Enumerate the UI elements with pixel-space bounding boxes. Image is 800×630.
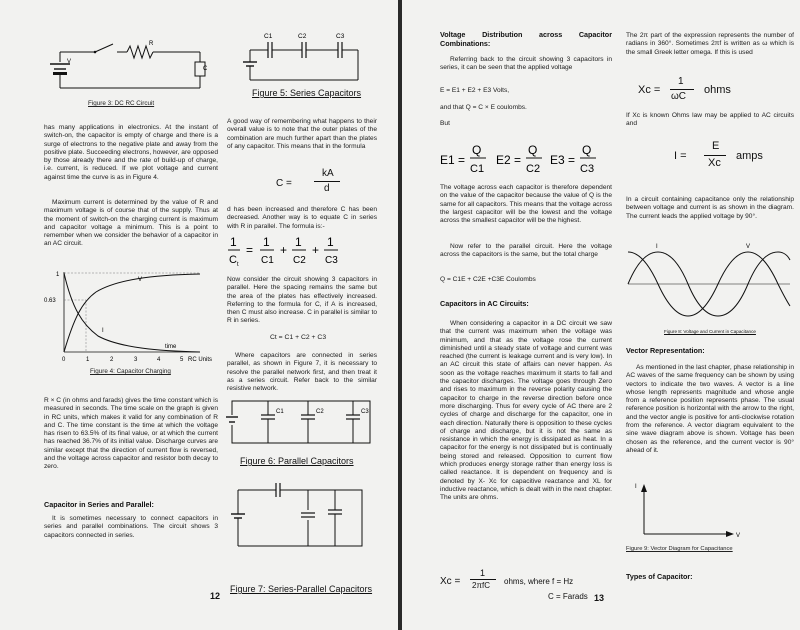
- xc-den: 2πfC: [472, 581, 490, 590]
- i-unit: amps: [736, 150, 763, 162]
- eq-voltage-per-capacitor: [440, 140, 612, 180]
- fig4-v-label: V: [138, 277, 143, 283]
- svg-text:=: =: [568, 153, 576, 167]
- figure-9-vector-diagram: [632, 482, 752, 542]
- formula-capacitance: [276, 168, 366, 200]
- right-col1-paragraph-2: The voltage across each capacitor is therefore dependent on the value of the capacitor because the value of Q is the same for all capacitors. This means that the voltage across the largest capacitor will be the lowest and the voltage across the smallest capacitor will be the highest.: [440, 184, 612, 225]
- heading-series-parallel: Capacitor in Series and Parallel:: [44, 500, 154, 509]
- fig6-c2-label: C2: [316, 409, 324, 415]
- fig4-x-tick: 1: [86, 357, 90, 363]
- xc-num: 1: [480, 568, 486, 578]
- eq-current: [674, 140, 794, 180]
- figure-8-voltage-current-waves: [622, 240, 794, 326]
- omega-unit: ohms: [704, 84, 731, 96]
- right-col1-paragraph-1: Referring back to the circuit showing 3 capacitors in series, it can be seen that the applied voltage: [440, 56, 612, 72]
- fig6-c1-label: C1: [276, 409, 284, 415]
- eq-q-3: Q: [582, 143, 592, 157]
- eq-charge: and that Q = C × E coulombs.: [440, 104, 527, 111]
- figure-8-caption: Figure 8: Voltage and Current in Capacitance: [664, 329, 756, 334]
- fig4-x-unit: RC Units: [188, 357, 213, 363]
- fig5-c3-label: C3: [336, 33, 345, 40]
- page-number-left: 12: [210, 591, 221, 601]
- fig4-y-top: 1: [56, 272, 60, 278]
- i-den: Xc: [708, 157, 721, 169]
- heading-types-of-capacitor: Types of Capacitor:: [626, 572, 693, 581]
- formula-c-den: d: [324, 183, 330, 194]
- omega-num: 1: [678, 76, 684, 87]
- fig4-time-label: time: [165, 344, 177, 350]
- i-num: E: [712, 140, 720, 152]
- figure-5-series-capacitors: [240, 32, 370, 87]
- eq-q-2: Q: [528, 143, 538, 157]
- fig5-c1-label: C1: [264, 33, 273, 40]
- left-col1-paragraph-3: R × C (in ohms and farads) gives the time constant which is measured in seconds. The time scale on the graph is given in RC units, which makes it valid for any combination of R and C. The time constant is the time at which the voltage has risen to 63.5% of its final value, or at which the current has reached 36.7% of its initial value. Discharge curves are similar except that the direction of current flow is reversed, and the voltage across capacitor and resistor both decay to zero.: [44, 397, 218, 471]
- fig4-i-label: I: [102, 328, 104, 334]
- left-col2-paragraph-3: Now consider the circuit showing 3 capacitors in parallel. Here the spacing remains the same but the area of the plates has effectively increased. Referring to the formula for C, if A is increased, then C must also increase. C in parallel is similar to R in series.: [227, 276, 377, 325]
- series-term-3: C3: [325, 255, 338, 266]
- xc-lhs: Xc =: [440, 576, 461, 587]
- figure-7-caption: Figure 7: Series-Parallel Capacitors: [230, 584, 373, 594]
- figure-6-parallel-capacitors: [228, 395, 378, 451]
- page-number-right: 13: [594, 593, 605, 603]
- right-col2-paragraph-1: The 2π part of the expression represents the number of radians in 360°. Sometimes 2πf is written as ω which is the small Greek letter omega. If this is used: [626, 32, 794, 56]
- series-lhs-sub: t: [237, 262, 239, 268]
- svg-text:+: +: [312, 243, 320, 257]
- fig4-y-mid: 0.63: [44, 298, 56, 304]
- figure-5-caption: Figure 5: Series Capacitors: [252, 88, 362, 98]
- fig4-x-tick: 5: [180, 357, 184, 363]
- right-col2-paragraph-4: As mentioned in the last chapter, phase relationship in AC waves of the same frequency can be shown by using vectors to indicate the two waves. A vector is a line whose length represents magnitude and whose angle from a reference position represents phase. The usual reference position is horizontal with the arrow to the right, and the vector angle is positive for anti-clockwise rotation from the reference. A vector diagram equivalent to the sine wave diagram above is shown. Voltage has been chosen as the reference, and the current vector is 90° ahead of it.: [626, 364, 794, 454]
- right-col1-paragraph-4: When considering a capacitor in a DC circuit we saw that the current was maximum when the voltage was minimum, and that as the voltage rose the current diminished until a steady state of voltage and current was reached (the current is leakage current and is very low). In an AC circuit this state of affairs can never happen. As soon as the voltage reaches maximum it starts to fall and the capacitor discharges. The voltage goes through Zero and rises to maximum in the reverse polarity causing the capacitor to charge in the reverse direction before once more discharging. Thus for every cycle of AC there are 2 cycles of charge and discharge for the capacitor, one in each direction. Naturally there is opposition to these cycles of charge and discharge, but it is not the same as resistance in which the energy is dissipated as heat. In a capacitor for the energy is not dissipated but is continually being stored and released. Opposition to current flow which produces energy storage rather than energy loss is called reactance. It is dependent on frequency and is denoted by X- Xc for capacitive reactance and XL for inductive reactance, which is dealt with in the next chapter. The units are ohms.: [440, 320, 612, 502]
- fig9-v-label: V: [736, 533, 741, 539]
- figure-6-caption: Figure 6: Parallel Capacitors: [240, 456, 354, 466]
- right-col1-paragraph-3: Now refer to the parallel circuit. Here the voltage across the capacitors is the same, but the total charge: [440, 243, 612, 259]
- formula-series: [228, 232, 378, 268]
- eq-c2: C2: [526, 163, 541, 175]
- eq-reactance: [440, 568, 612, 608]
- left-col1-paragraph-2: Maximum current is determined by the value of R and maximum voltage is of course that of the supply. Thus at the moment of switch-on the charging current is maximum and capacitor voltage a minimum. This is a point to remember when we consider the behavior of a capacitor in an AC circuit.: [44, 199, 218, 248]
- eq-e1: E1: [440, 153, 455, 167]
- formula-c-num: kA: [322, 168, 334, 179]
- figure-4-capacitor-charging: [40, 268, 220, 368]
- fig8-v-label: V: [746, 244, 751, 250]
- fig4-x-tick: 2: [110, 357, 114, 363]
- svg-text:1: 1: [263, 235, 270, 249]
- omega-den: ωC: [671, 91, 687, 102]
- heading-vector-representation: Vector Representation:: [626, 346, 705, 355]
- svg-text:1: 1: [230, 235, 237, 249]
- fig3-v-label: V: [67, 59, 72, 65]
- left-col2-paragraph-2: d has been increased and therefore C has been decreased. Another way is to equate C in series with R in parallel. The formula is:-: [227, 206, 377, 230]
- formula-parallel: Ct = C1 + C2 + C3: [270, 334, 327, 341]
- left-col1-paragraph-1: has many applications in electronics. At the instant of switch-on, the capacitor is empty of charge and there is a surge of electrons to the negative plate and away from the positive plate. Succeeding electrons, however, are opposed by those already there and the rate of build-up of charge, i.e. current, is reduced. If we plot voltage and current against time the curve is as in Figure 4.: [44, 124, 218, 181]
- right-col2-paragraph-3: In a circuit containing capacitance only the relationship between voltage and current is as shown in the diagram. The current leads the applied voltage by 90°.: [626, 196, 794, 220]
- heading-voltage-distribution: Voltage Distribution across Capacitor Combinations:: [440, 30, 612, 48]
- fig4-x-tick: 4: [157, 357, 161, 363]
- fig4-x-tick: 0: [62, 357, 66, 363]
- svg-text:1: 1: [295, 235, 302, 249]
- eq-c1: C1: [470, 163, 485, 175]
- left-col1-paragraph-4: It is sometimes necessary to connect capacitors in series and parallel combinations. The circuit shows 3 capacitors connected in series.: [44, 515, 218, 539]
- svg-text:=: =: [458, 153, 466, 167]
- omega-lhs: Xc =: [638, 84, 661, 96]
- fig6-c3-label: C3: [361, 409, 369, 415]
- right-page: [402, 0, 800, 630]
- svg-text:=: =: [514, 153, 522, 167]
- left-page: [0, 0, 398, 630]
- eq-c3: C3: [580, 163, 595, 175]
- fig3-r-label: R: [149, 41, 154, 47]
- fig8-i-label: I: [656, 244, 658, 250]
- figure-3-caption: Figure 3: DC RC Circuit: [88, 100, 155, 107]
- fig4-x-tick: 3: [134, 357, 138, 363]
- fig5-c2-label: C2: [298, 33, 307, 40]
- figure-4-caption: Figure 4: Capacitor Charging: [90, 368, 171, 375]
- figure-9-caption: Figure 9: Vector Diagram for Capacitance: [626, 546, 733, 552]
- left-col2-paragraph-1: A good way of remembering what happens to their overall value is to note that the outer plates of the combination are much further apart than the plates of any capacitor. This means that in the formula: [227, 118, 377, 150]
- xc-rest: ohms, where f = Hz: [504, 577, 574, 586]
- eq-e3: E3: [550, 153, 565, 167]
- text-but: But: [440, 120, 450, 127]
- eq-q-1: Q: [472, 143, 482, 157]
- svg-text:C: C: [229, 254, 237, 266]
- figure-3-dc-rc-circuit: [45, 40, 215, 95]
- xc-farads: C = Farads: [548, 592, 588, 601]
- figure-7-series-parallel-capacitors: [228, 480, 378, 556]
- series-term-2: C2: [293, 255, 306, 266]
- svg-text:1: 1: [327, 235, 334, 249]
- series-term-1: C1: [261, 255, 274, 266]
- left-col2-paragraph-4: Where capacitors are connected in series parallel, as shown in Figure 7, it is necessary to resolve the parallel network first, and then treat it as a series circuit. Refer back to the similar resistive network.: [227, 352, 377, 393]
- i-lhs: I =: [674, 150, 687, 162]
- fig3-c-label: C: [203, 66, 208, 72]
- right-col2-paragraph-2: If Xc is known Ohms law may be applied to AC circuits and: [626, 112, 794, 128]
- fig9-i-label: I: [635, 484, 637, 490]
- eq-omega: [638, 76, 788, 108]
- formula-c-lhs: C =: [276, 178, 292, 189]
- eq-total-charge: Q = C1E + C2E +C3E Coulombs: [440, 276, 536, 283]
- svg-text:=: =: [246, 243, 254, 257]
- svg-text:+: +: [280, 243, 288, 257]
- eq-e2: E2: [496, 153, 511, 167]
- eq-voltage-sum: E = E1 + E2 + E3 Volts,: [440, 87, 510, 94]
- heading-ac-circuits: Capacitors in AC Circuits:: [440, 299, 529, 308]
